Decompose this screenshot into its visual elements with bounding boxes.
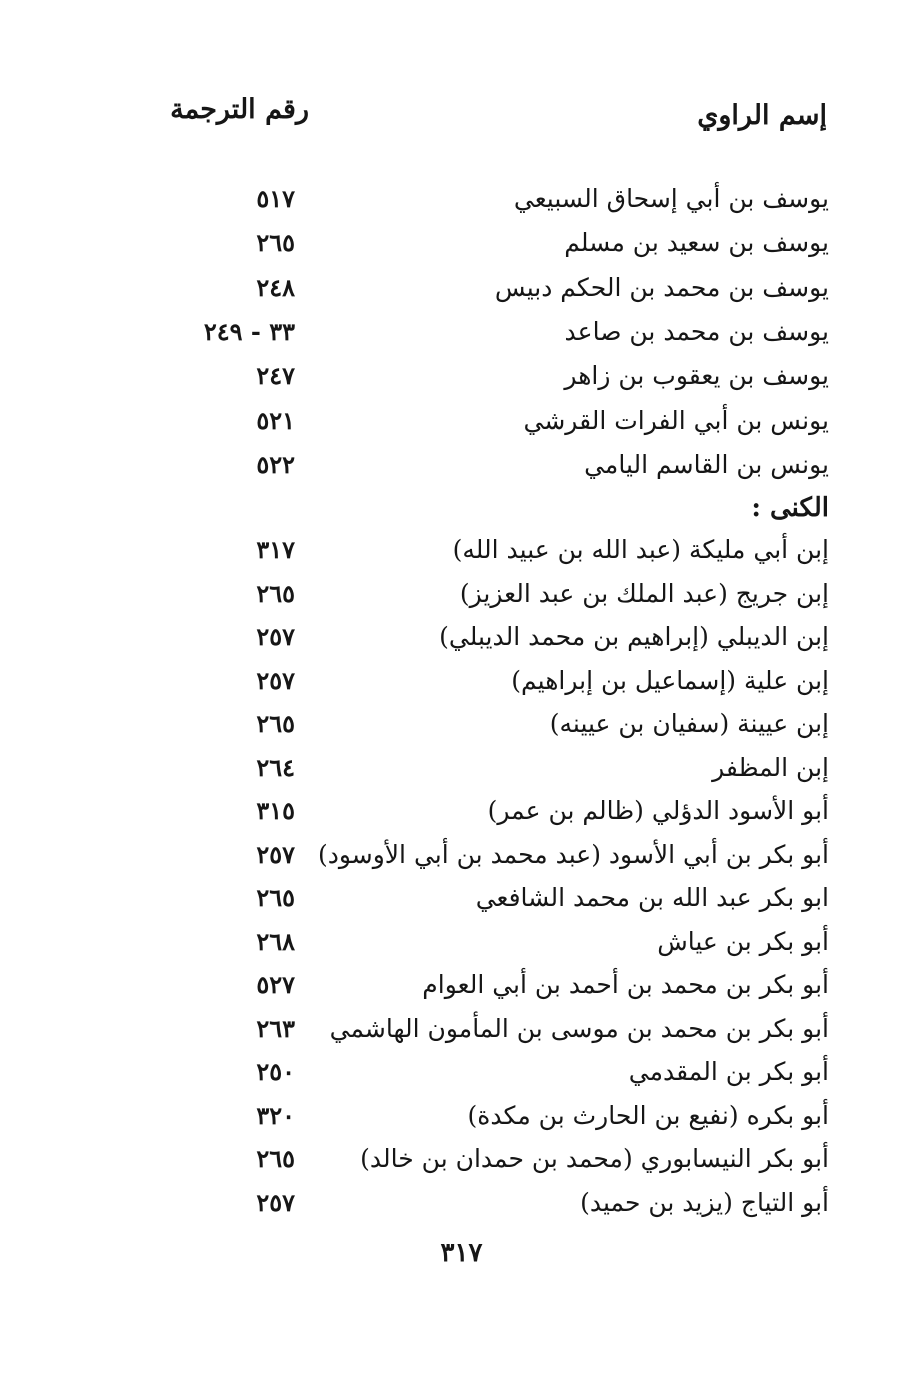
narrator-entry bbox=[0, 221, 923, 265]
narrator-entry bbox=[0, 443, 923, 487]
narrator-entry bbox=[0, 266, 923, 310]
entry-number: ٢٦٥ bbox=[256, 709, 295, 738]
narrator-entry bbox=[0, 1181, 923, 1225]
narrator-entry bbox=[0, 528, 923, 572]
narrator-name: ابو بكر عبد الله بن محمد الشافعي bbox=[475, 883, 829, 912]
entry-number: ٥٢١ bbox=[256, 405, 295, 435]
narrator-entry bbox=[0, 1007, 923, 1051]
entry-number: ٣٢٠ bbox=[256, 1100, 295, 1130]
entry-number: ٥١٧ bbox=[256, 184, 295, 213]
narrator-name: أبو التياج (يزيد بن حميد) bbox=[580, 1187, 829, 1217]
narrator-name: إبن علية (إسماعيل بن إبراهيم) bbox=[511, 665, 829, 695]
narrator-name: إبن المظفر bbox=[712, 752, 829, 782]
narrator-name: أبو بكر النيسابوري (محمد بن حمدان بن خالد) bbox=[360, 1144, 829, 1173]
narrator-name: يونس بن أبي الفرات القرشي bbox=[523, 405, 829, 435]
narrator-name: إبن عيينة (سفيان بن عيينه) bbox=[549, 709, 829, 738]
entry-number: ٢٦٨ bbox=[256, 926, 295, 956]
narrator-name: أبو الأسود الدؤلي (ظالم بن عمر) bbox=[487, 796, 829, 825]
entry-number: ٢٤٨ bbox=[256, 272, 295, 302]
entry-number: ٥٢٧ bbox=[256, 970, 295, 999]
column-header-narrator-name: إسم الراوي bbox=[697, 100, 827, 131]
narrator-name: أبو بكره (نفيع بن الحارث بن مكدة) bbox=[467, 1100, 829, 1130]
entry-number: ٣١٥ bbox=[256, 796, 295, 825]
narrator-entry bbox=[0, 177, 923, 221]
entry-number: ٢٤٧ bbox=[256, 361, 295, 391]
narrator-name: أبو بكر بن محمد بن موسى بن المأمون الهاشمي bbox=[329, 1013, 829, 1043]
narrator-entry bbox=[0, 920, 923, 964]
narrator-name: يوسف بن محمد بن صاعد bbox=[564, 316, 829, 346]
narrator-name: يوسف بن سعيد بن مسلم bbox=[564, 228, 829, 258]
page-number: ٣١٧ bbox=[440, 1238, 483, 1268]
entry-number: ٢٥٧ bbox=[256, 622, 295, 651]
narrator-name: أبو بكر بن عياش bbox=[657, 926, 829, 956]
narrator-name: يوسف بن محمد بن الحكم دبيس bbox=[494, 272, 829, 302]
narrator-entry bbox=[0, 354, 923, 398]
entry-number: ٢٦٣ bbox=[256, 1013, 295, 1043]
narrator-entry bbox=[0, 963, 923, 1007]
entry-number: ٢٦٤ bbox=[256, 752, 295, 782]
narrator-entry bbox=[0, 572, 923, 616]
section-title-kunya: الكنى : bbox=[751, 493, 829, 523]
narrator-name: يوسف بن يعقوب بن زاهر bbox=[564, 361, 829, 391]
entry-number: ٢٥٠ bbox=[256, 1057, 295, 1086]
narrator-entry bbox=[0, 310, 923, 354]
narrator-name: إبن أبي مليكة (عبد الله بن عبيد الله) bbox=[452, 535, 829, 564]
entry-number: ٢٦٥ bbox=[256, 883, 295, 912]
entry-number: ٣١٧ bbox=[256, 535, 295, 564]
narrator-entry bbox=[0, 746, 923, 790]
narrator-name: إبن جريج (عبد الملك بن عبد العزيز) bbox=[459, 578, 829, 608]
narrator-entry bbox=[0, 876, 923, 920]
narrator-name: أبو بكر بن أبي الأسود (عبد محمد بن أبي الأوسود) bbox=[317, 839, 829, 869]
entry-number: ٢٥٧ bbox=[256, 665, 295, 695]
narrator-name: يونس بن القاسم اليامي bbox=[584, 449, 829, 479]
narrator-name: أبو بكر بن محمد بن أحمد بن أبي العوام bbox=[422, 970, 829, 999]
narrator-name: يوسف بن أبي إسحاق السبيعي bbox=[513, 184, 829, 213]
entry-number: ٢٥٧ bbox=[256, 1187, 295, 1217]
narrator-entry bbox=[0, 615, 923, 659]
narrator-entry bbox=[0, 399, 923, 443]
column-header-entry-number: رقم الترجمة bbox=[170, 94, 309, 125]
entry-number: ٢٦٥ bbox=[256, 1144, 295, 1173]
narrator-entry bbox=[0, 1137, 923, 1181]
entry-number: ٢٥٧ bbox=[256, 839, 295, 869]
narrator-entry bbox=[0, 1050, 923, 1094]
narrator-entry bbox=[0, 833, 923, 877]
narrator-name: أبو بكر بن المقدمي bbox=[628, 1057, 829, 1086]
entry-number: ٣٣ - ٢٤٩ bbox=[203, 316, 295, 346]
narrator-entry bbox=[0, 702, 923, 746]
entry-number: ٢٦٥ bbox=[256, 228, 295, 258]
narrator-entry bbox=[0, 1094, 923, 1138]
narrator-name: إبن الديبلي (إبراهيم بن محمد الديبلي) bbox=[439, 622, 829, 651]
entry-number: ٥٢٢ bbox=[256, 449, 295, 479]
narrator-entry bbox=[0, 789, 923, 833]
narrator-entry bbox=[0, 659, 923, 703]
entry-number: ٢٦٥ bbox=[256, 578, 295, 608]
